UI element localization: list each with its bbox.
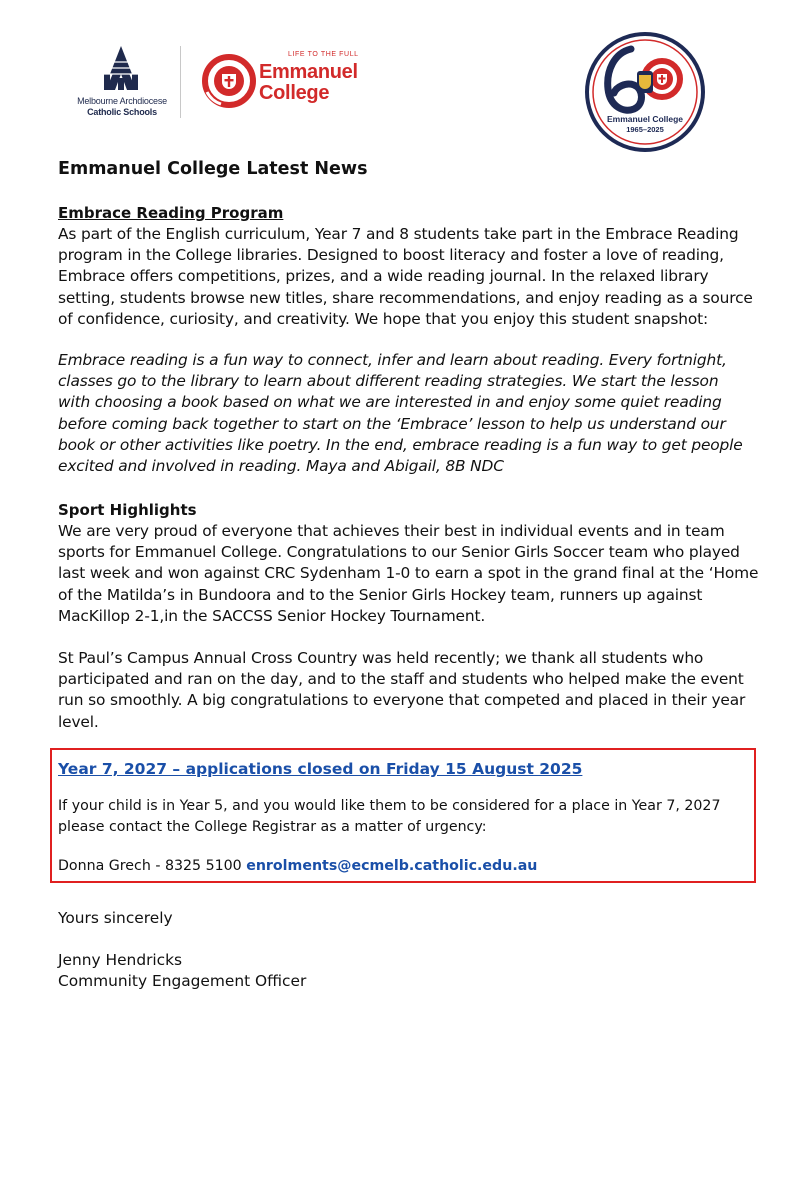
embrace-line: of confidence, curiosity, and creativity. We hope that you enjoy this student snapshot: — [58, 309, 709, 328]
cross-country-line: level. — [58, 712, 99, 731]
notice-text — [58, 796, 720, 838]
sport-line: of the Matilda’s in Bundoora and to the Senior Girls Hockey team, runners up against — [58, 585, 703, 604]
sport-line: last week and won against CRC Sydenham 1-0 to earn a spot in the grand final at the ‘Home — [58, 564, 759, 583]
registrar-name-phone: Donna Grech - 8325 5100 — [58, 858, 247, 874]
badge-years: 1965–2025 — [626, 125, 664, 134]
registrar-contact — [58, 856, 537, 877]
quote-line: with choosing a book based on what we are interested in and enjoy some quiet reading — [58, 393, 722, 412]
college-name-line1: Emmanuel — [259, 61, 358, 83]
quote-line: Embrace reading is a fun way to connect, infer and learn about reading. Every fortnight, — [58, 351, 727, 369]
embrace-line: setting, students browse new titles, share recommendations, and enjoy reading as a source — [58, 288, 753, 307]
quote-line: excited and involved in reading. Maya and Abigail, 8B NDC — [58, 457, 504, 476]
embrace-line: program in the College libraries. Designed to boost literacy and foster a love of reading, — [58, 246, 724, 265]
cross-country-paragraph — [58, 648, 745, 733]
closing-text: Yours sincerely — [58, 909, 173, 927]
anniversary-badge — [584, 31, 706, 153]
sport-line: MacKillop 2-1,in the SACCSS Senior Hockey Tournament. — [58, 606, 486, 625]
college-name-line2: College — [259, 82, 330, 104]
notice-line: please contact the College Registrar as a matter of urgency: — [58, 819, 487, 835]
year7-applications-link[interactable]: Year 7, 2027 – applications closed on Friday 15 August 2025 — [58, 760, 583, 778]
quote-line: before coming back together to start on the ‘Embrace’ lesson to help us understand our — [58, 414, 726, 433]
student-quote — [58, 350, 743, 477]
sport-paragraph — [58, 521, 758, 627]
signatory-role: Community Engagement Officer — [58, 972, 307, 991]
embrace-section — [58, 203, 753, 330]
college-motto: LIFE TO THE FULL — [288, 51, 359, 58]
page-title: Emmanuel College Latest News — [58, 159, 368, 179]
signoff — [58, 908, 306, 993]
logo-divider — [180, 46, 181, 118]
quote-line: classes go to the library to learn about different reading strategies. We start the lesson — [58, 372, 719, 391]
signatory-name: Jenny Hendricks — [58, 951, 183, 970]
quote-line: book or other activities like poetry. In the end, embrace reading is a fun way to get people — [58, 435, 743, 454]
enrolment-notice-box — [50, 748, 756, 883]
macs-logo — [66, 44, 176, 124]
sport-line: sports for Emmanuel College. Congratulations to our Senior Girls Soccer team who played — [58, 543, 740, 562]
sport-heading: Sport Highlights — [58, 501, 197, 519]
embrace-line: Embrace offers competitions, prizes, and a wide reading journal. In the relaxed library — [58, 267, 709, 286]
sport-line: We are very proud of everyone that achieves their best in individual events and in team — [58, 522, 725, 540]
macs-line2: Catholic Schools — [87, 107, 157, 117]
macs-line1: Melbourne Archdiocese — [77, 96, 167, 106]
sport-section — [58, 500, 758, 627]
macs-tagline — [68, 96, 176, 118]
sixty-years-emblem-icon — [584, 31, 706, 153]
macs-emblem-icon — [66, 44, 176, 96]
cross-country-line: participated and ran on the day, and to the staff and students who helped make the event — [58, 670, 744, 689]
enrolments-email-link[interactable]: enrolments@ecmelb.catholic.edu.au — [246, 858, 538, 874]
notice-line: If your child is in Year 5, and you would like them to be considered for a place in Year 7, 2027 — [58, 798, 721, 814]
cross-country-line: St Paul’s Campus Annual Cross Country was held recently; we thank all students who — [58, 649, 704, 667]
embrace-paragraph — [58, 224, 753, 330]
news-content — [58, 156, 759, 731]
college-crest-icon — [202, 50, 258, 112]
college-name — [259, 62, 358, 104]
embrace-line: As part of the English curriculum, Year 7 and 8 students take part in the Embrace Reading — [58, 225, 739, 243]
badge-college-name: Emmanuel College — [606, 114, 684, 124]
emmanuel-college-logo — [202, 50, 362, 112]
cross-country-line: run so smoothly. A big congratulations to everyone that competed and placed in their year — [58, 691, 746, 710]
embrace-heading: Embrace Reading Program — [58, 204, 284, 222]
